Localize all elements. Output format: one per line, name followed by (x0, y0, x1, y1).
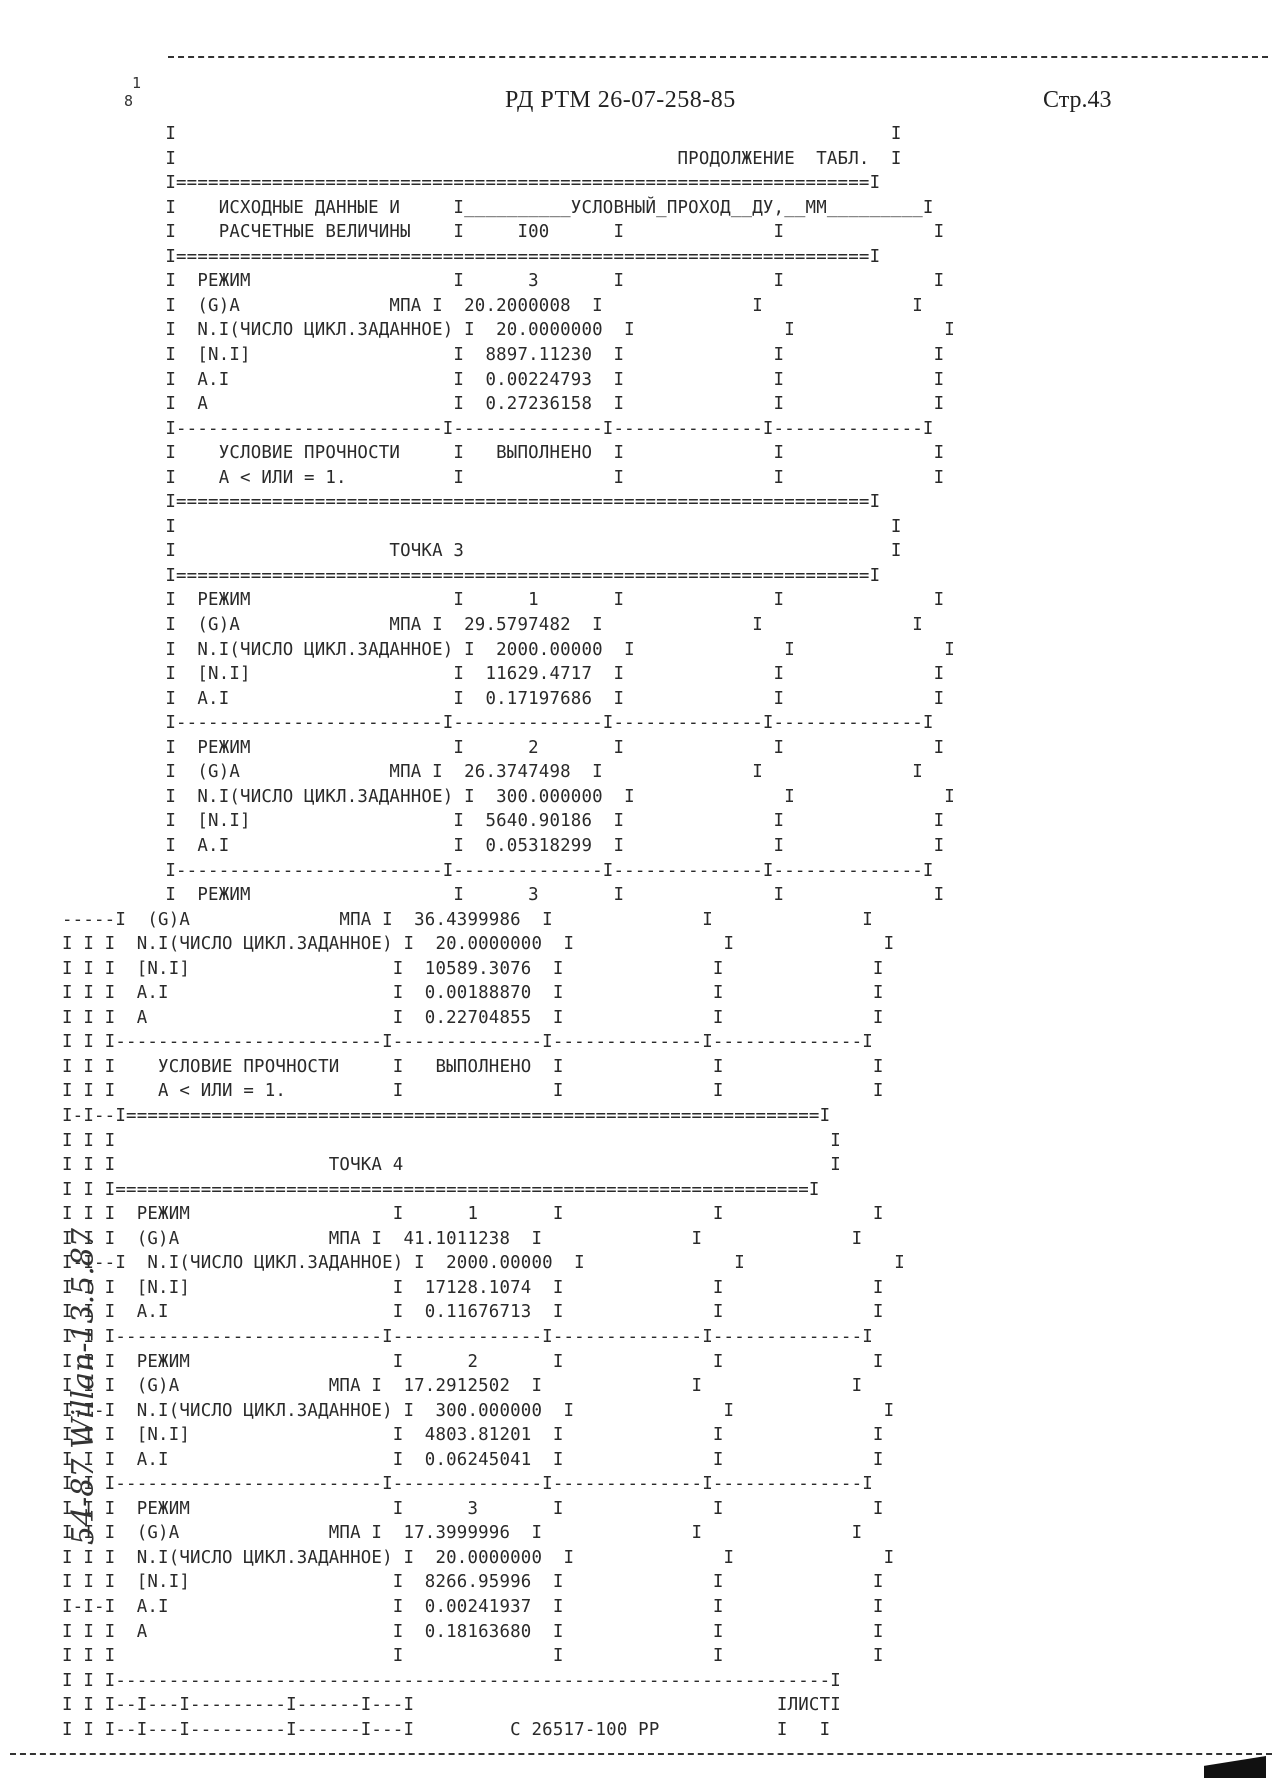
listing-line: I I I A I 0.18163680 I I I (62, 1621, 884, 1642)
listing-line: I РАСЧЕТНЫЕ ВЕЛИЧИНЫ I I00 I I I (144, 222, 945, 243)
listing-line: I РЕЖИМ I 2 I I I (144, 737, 945, 758)
listing-line: I N.I(ЧИСЛО ЦИКЛ.ЗАДАННОЕ) I 2000.00000 I I I (144, 639, 955, 660)
listing-line: I ИСХОДНЫЕ ДАННЫЕ И I__________УСЛОВНЫЙ_ПРОХОД__ДУ,__ММ_________I (144, 197, 934, 218)
listing-line: I РЕЖИМ I 3 I I I (144, 271, 945, 292)
listing-line: I A.I I 0.05318299 I I I (144, 835, 945, 856)
listing-line: I-------------------------I--------------I--------------I--------------I (144, 418, 934, 439)
listing-line: I A.I I 0.00224793 I I I (144, 369, 945, 390)
listing-line: I I I-------------------------I--------------I--------------I--------------I (62, 1326, 873, 1347)
listing-line: I I I N.I(ЧИСЛО ЦИКЛ.ЗАДАННОЕ) I 20.0000000 I I I (62, 1547, 895, 1568)
listing-line: I-------------------------I--------------I--------------I--------------I (144, 713, 934, 734)
listing-line: I РЕЖИМ I 3 I I I (144, 885, 945, 906)
listing-line: I-I-I A.I I 0.00241937 I I I (62, 1597, 884, 1617)
listing-line: I I I N.I(ЧИСЛО ЦИКЛ.ЗАДАННОЕ) I 20.0000000 I I I (62, 934, 895, 955)
listing-line: I=================================================================I (144, 492, 881, 513)
listing-line: I-I-I N.I(ЧИСЛО ЦИКЛ.ЗАДАННОЕ) I 300.000000 I I I (62, 1400, 895, 1421)
listing-line: I I I A.I I 0.11676713 I I I (62, 1302, 884, 1323)
listing-line: I I I [N.I] I 4803.81201 I I I (62, 1425, 884, 1446)
listing-line: I-------------------------I--------------I--------------I--------------I (144, 860, 934, 881)
listing-line: I I I--I---I---------I------I---I IЛИСТI (62, 1695, 841, 1716)
listing-line: I-I--I N.I(ЧИСЛО ЦИКЛ.ЗАДАННОЕ) I 2000.00000 I I I (62, 1253, 905, 1274)
listing-line: I I I-------------------------I--------------I--------------I--------------I (62, 1032, 873, 1053)
margin-mark-1: 1 (132, 74, 142, 92)
listing-line: I-I--I=================================================================I (62, 1106, 831, 1126)
listing-line: I ПРОДОЛЖЕНИЕ ТАБЛ. I (144, 148, 902, 169)
listing-line: I A I 0.27236158 I I I (144, 394, 945, 415)
listing-line: I I I I (62, 1130, 841, 1151)
listing-line: I (G)A МПА I 29.5797482 I I I (144, 615, 923, 635)
page-number: Стр.43 (1043, 87, 1112, 113)
listing-line: I I I [N.I] I 10589.3076 I I I (62, 958, 884, 979)
listing-line: I I I [N.I] I 17128.1074 I I I (62, 1277, 884, 1298)
listing-line: I [N.I] I 8897.11230 I I I (144, 344, 945, 365)
listing-line: I I I (G)A МПА I 17.2912502 I I I (62, 1376, 863, 1397)
listing-line: I I I A.I I 0.00188870 I I I (62, 983, 884, 1004)
listing-line: I РЕЖИМ I 1 I I I (144, 590, 945, 611)
listing-line: I=================================================================I (144, 565, 881, 586)
listing-line: I=================================================================I (144, 246, 881, 267)
listing-line: I N.I(ЧИСЛО ЦИКЛ.ЗАДАННОЕ) I 20.0000000 I I I (144, 320, 955, 341)
listing-line: I [N.I] I 11629.4717 I I I (144, 664, 945, 685)
listing-line: I I I РЕЖИМ I 3 I I I (62, 1498, 884, 1519)
listing-line: I=================================================================I (144, 173, 881, 194)
listing-line: I (G)A МПА I 20.2000008 I I I (144, 295, 923, 316)
listing-line: I I I-------------------------I--------------I--------------I--------------I (62, 1474, 873, 1495)
margin-mark-8: 8 (124, 92, 134, 110)
listing-line: I I I--I---I---------I------I---I С 26517-100 РР I I (62, 1719, 831, 1740)
listing-line: I ТОЧКА 3 I (144, 541, 902, 562)
handwritten-signature: 54-87 Willan-13.5.87 (66, 1228, 101, 1545)
listing-line: I I I A I 0.22704855 I I I (62, 1007, 884, 1028)
document-number: РД РТМ 26-07-258-85 (505, 87, 736, 113)
listing-line: I I (144, 124, 902, 144)
listing-line: I I I (G)A МПА I 17.3999996 I I I (62, 1523, 863, 1544)
listing-line: I A.I I 0.17197686 I I I (144, 688, 945, 709)
listing-line: I N.I(ЧИСЛО ЦИКЛ.ЗАДАННОЕ) I 300.000000 I I I (144, 786, 955, 807)
listing-line: I (G)A МПА I 26.3747498 I I I (144, 762, 923, 783)
listing-line: I A < ИЛИ = 1. I I I I (144, 467, 945, 488)
listing-line: I I I УСЛОВИЕ ПРОЧНОСТИ I ВЫПОЛНЕНО I I I (62, 1056, 884, 1077)
listing-line: I I I (G)A МПА I 41.1011238 I I I (62, 1228, 863, 1249)
listing-line: -----I (G)A МПА I 36.4399986 I I I (62, 909, 873, 930)
listing-line: I I I-------------------------------------------------------------------I (62, 1670, 841, 1691)
bottom-dashed-rule (10, 1753, 1272, 1755)
listing-line: I I I ТОЧКА 4 I (62, 1155, 841, 1176)
listing-line: I I I РЕЖИМ I 2 I I I (62, 1351, 884, 1372)
listing-line: I I I A < ИЛИ = 1. I I I I (62, 1081, 884, 1102)
top-dashed-rule (168, 56, 1268, 58)
stamp-corner-mark (1204, 1756, 1266, 1778)
listing-line: I I I=================================================================I (62, 1179, 820, 1200)
listing-line: I УСЛОВИЕ ПРОЧНОСТИ I ВЫПОЛНЕНО I I I (144, 443, 945, 464)
listing-line: I I I РЕЖИМ I 1 I I I (62, 1204, 884, 1225)
listing-line: I I (144, 516, 902, 537)
listing-line: I I I I I I I (62, 1646, 884, 1667)
listing-line: I [N.I] I 5640.90186 I I I (144, 811, 945, 832)
listing-line: I I I [N.I] I 8266.95996 I I I (62, 1572, 884, 1593)
listing-line: I I I A.I I 0.06245041 I I I (62, 1449, 884, 1470)
